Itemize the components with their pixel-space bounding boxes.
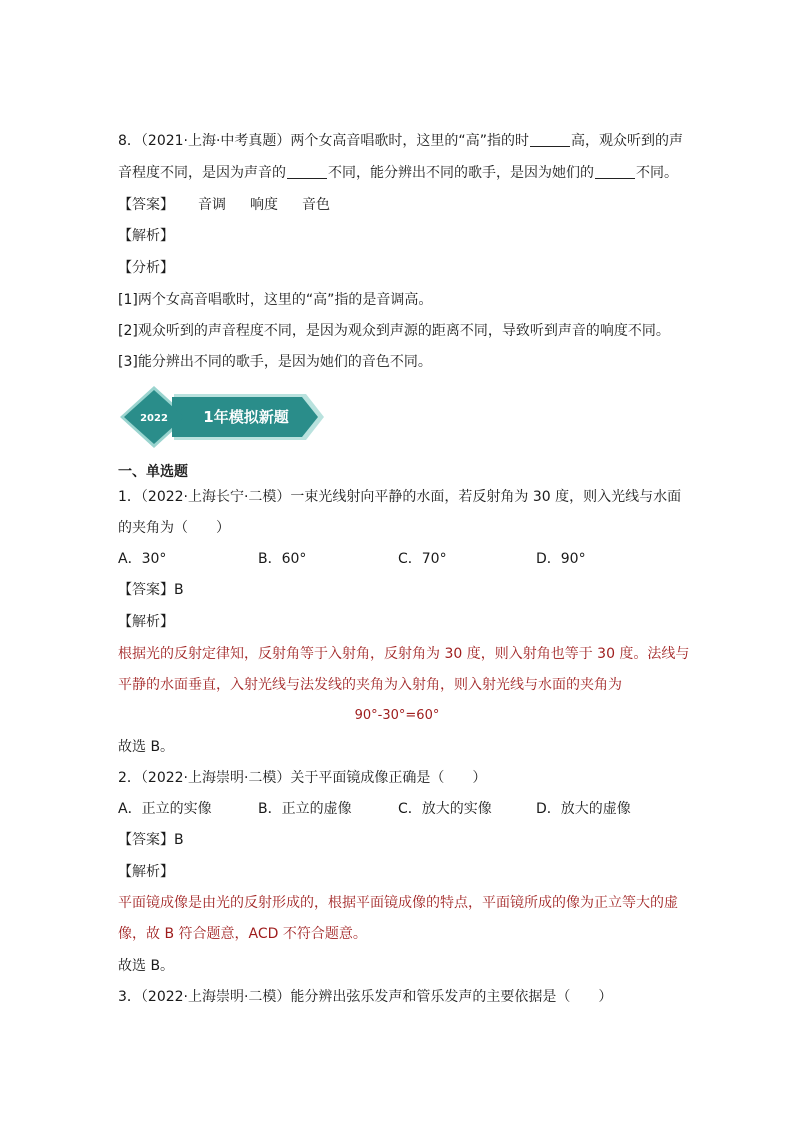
answer-label: 【答案】 <box>118 197 174 213</box>
section-title: 一、单选题 <box>118 464 188 480</box>
q1-answer: 【答案】B <box>118 582 184 598</box>
q8-analysis-1: [1]两个女高音唱歌时，这里的“高”指的是音调高。 <box>118 292 433 308</box>
q1-option-d[interactable]: D．90° <box>536 551 586 567</box>
q2-answer: 【答案】B <box>118 832 184 848</box>
answer-item: 响度 <box>250 197 278 213</box>
banner-title: 1年模拟新题 <box>203 408 289 426</box>
q2-stem: 2．（2022·上海崇明·二模）关于平面镜成像正确是（ ） <box>118 770 487 786</box>
q1-jiexi-label: 【解析】 <box>118 614 174 630</box>
q2-jiexi-label: 【解析】 <box>118 864 174 880</box>
q1-option-c[interactable]: C．70° <box>398 551 447 567</box>
q1-option-b[interactable]: B．60° <box>258 551 307 567</box>
q8-stem-line2: 音程度不同，是因为声音的 不同，能分辨出不同的歌手，是因为她们的 不同。 <box>118 165 678 181</box>
q1-option-a[interactable]: A．30° <box>118 551 167 567</box>
banner-year: 2022 <box>140 413 168 424</box>
q2-explanation-line1: 平面镜成像是由光的反射形成的，根据平面镜成像的特点，平面镜所成的像为正立等大的虚 <box>118 895 678 911</box>
q1-explanation-line1: 根据光的反射定律知，反射角等于入射角，反射角为 30 度，则入射角也等于 30 度。法线与 <box>118 646 690 662</box>
q8-analysis-3: [3]能分辨出不同的歌手，是因为她们的音色不同。 <box>118 354 432 370</box>
q1-stem-line1: 1．（2022·上海长宁·二模）一束光线射向平静的水面，若反射角为 30 度，则入光线与水面 <box>118 489 682 505</box>
q1-stem-line2: 的夹角为（ ） <box>118 520 230 536</box>
q2-option-b[interactable]: B．正立的虚像 <box>258 801 352 817</box>
q8-fenxi-label: 【分析】 <box>118 260 174 276</box>
q8-stem-line1: 8．（2021·上海·中考真题）两个女高音唱歌时，这里的“高”指的时 高，观众听到的声 <box>118 133 683 149</box>
q8-answer-line <box>118 195 330 215</box>
section-banner <box>118 384 328 450</box>
q2-option-a[interactable]: A．正立的实像 <box>118 801 212 817</box>
q2-option-d[interactable]: D．放大的虚像 <box>536 801 631 817</box>
answer-blank-2[interactable] <box>287 164 327 179</box>
q1-explanation-line2: 平静的水面垂直，入射光线与法发线的夹角为入射角，则入射光线与水面的夹角为 <box>118 677 622 693</box>
q1-conclusion: 故选 B。 <box>118 739 175 755</box>
answer-blank-1[interactable] <box>530 132 570 147</box>
q3-stem: 3．（2022·上海崇明·二模）能分辨出弦乐发声和管乐发声的主要依据是（ ） <box>118 989 613 1005</box>
answer-item: 音调 <box>198 197 226 213</box>
q1-formula: 90°-30°=60° <box>354 708 440 723</box>
q2-conclusion: 故选 B。 <box>118 958 175 974</box>
q8-jiexi-label: 【解析】 <box>118 228 174 244</box>
q2-explanation-line2: 像，故 B 符合题意，ACD 不符合题意。 <box>118 926 367 942</box>
q2-option-c[interactable]: C．放大的实像 <box>398 801 492 817</box>
answer-item: 音色 <box>302 197 330 213</box>
q8-analysis-2: [2]观众听到的声音程度不同，是因为观众到声源的距离不同，导致听到声音的响度不同。 <box>118 323 670 339</box>
answer-blank-3[interactable] <box>595 164 635 179</box>
